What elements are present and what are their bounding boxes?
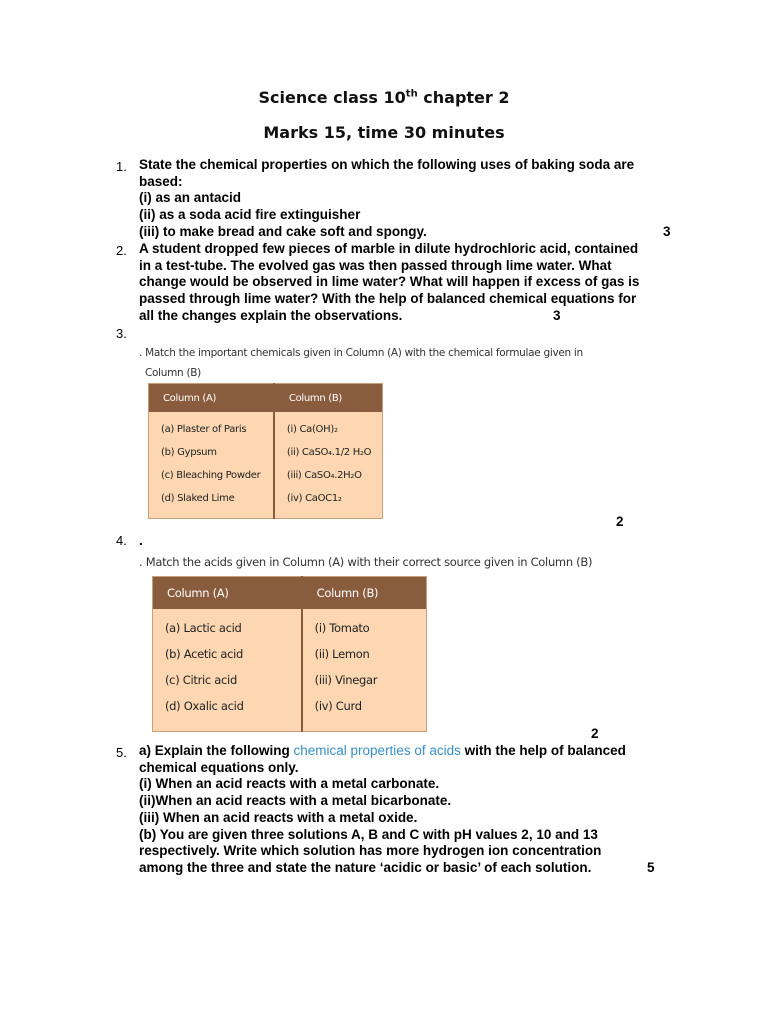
table-header-row <box>153 577 427 610</box>
question-4-extra: . <box>139 533 143 548</box>
table-row <box>153 667 427 693</box>
table-cell: (c) Citric acid <box>153 667 302 693</box>
column-a-header: Column (A) <box>153 577 302 610</box>
question-number: 5. <box>116 745 127 760</box>
question-number: 3. <box>116 326 127 341</box>
table-cell: (iv) Curd <box>314 699 362 713</box>
table-cell: (iii) Vinegar <box>314 673 378 687</box>
table-row <box>149 464 383 487</box>
question-number: 1. <box>116 159 127 174</box>
table-row <box>149 412 383 441</box>
page-title: Science class 10th chapter 2 <box>258 88 510 107</box>
table-cell: (b) Gypsum <box>149 441 274 464</box>
column-a-header: Column (A) <box>149 384 274 413</box>
column-b-header: Column (B) <box>274 384 383 413</box>
question-4-marks: 2 <box>591 726 599 741</box>
chemical-properties-link[interactable]: chemical properties of acids <box>293 743 461 758</box>
question-2-text: A student dropped few pieces of marble in dilute hydrochloric acid, contained in a test-tube. The evolved gas was then passed through lime water. What change would be observed in lime water? What will happen if excess of gas is passed through lime water? With the help of balanced chemical equations for all the changes explain the observations. <box>139 241 640 323</box>
chemical-formulae-table <box>148 383 383 519</box>
table-cell: (i) Ca(OH)₂ <box>286 424 338 435</box>
table-row <box>153 609 427 641</box>
question-1-text: State the chemical properties on which the following uses of baking soda are based: (i) as an antacid (ii) as a soda acid fire extinguisher (iii) to make bread and cake soft and spongy. <box>139 157 635 239</box>
table-cell: (a) Plaster of Paris <box>149 412 274 441</box>
question-3-marks: 2 <box>616 514 624 529</box>
table-cell: (i) Tomato <box>314 621 370 635</box>
table-cell: (iii) CaSO₄.2H₂O <box>286 470 362 481</box>
question-1-marks: 3 <box>663 224 671 239</box>
table-row <box>149 487 383 519</box>
table-cell: (c) Bleaching Powder <box>149 464 274 487</box>
acid-source-table <box>152 576 427 732</box>
question-4-caption: . Match the acids given in Column (A) with their correct source given in Column (B) <box>139 555 593 569</box>
question-number: 4. <box>116 533 127 548</box>
question-5-text: a) Explain the following chemical properties of acids with the help of balanced chemical equations only. (i) When an acid reacts with a metal carbonate. (ii)When an acid reacts with a metal bicarbonate. (iii) When an acid reacts with a metal oxide. (b) You are given three solutions A, B and C with pH values 2, 10 and 13 respectively. Write which solution has more hydrogen ion concentration among the three and state the nature ‘acidic or basic’ of each solution. <box>139 743 626 875</box>
table-cell: (a) Lactic acid <box>153 609 302 641</box>
table-cell: (ii) Lemon <box>314 647 370 661</box>
table-cell: (iv) CaOC1₂ <box>286 493 342 504</box>
question-5-marks: 5 <box>647 860 655 875</box>
table-cell: (d) Slaked Lime <box>149 487 274 519</box>
table-header-row <box>149 384 383 413</box>
question-number: 2. <box>116 243 127 258</box>
question-2-marks: 3 <box>553 308 561 323</box>
table-cell: (b) Acetic acid <box>153 641 302 667</box>
page-subtitle: Marks 15, time 30 minutes <box>263 123 505 142</box>
table-cell: (ii) CaSO₄.1/2 H₂O <box>286 447 372 458</box>
table-row <box>153 693 427 732</box>
table-cell: (d) Oxalic acid <box>153 693 302 732</box>
question-3-caption: . Match the important chemicals given in Column (A) with the chemical formulae given in <box>139 347 583 359</box>
table-row <box>149 441 383 464</box>
question-3-caption-line2: Column (B) <box>145 367 201 379</box>
column-b-header: Column (B) <box>302 577 427 610</box>
table-row <box>153 641 427 667</box>
